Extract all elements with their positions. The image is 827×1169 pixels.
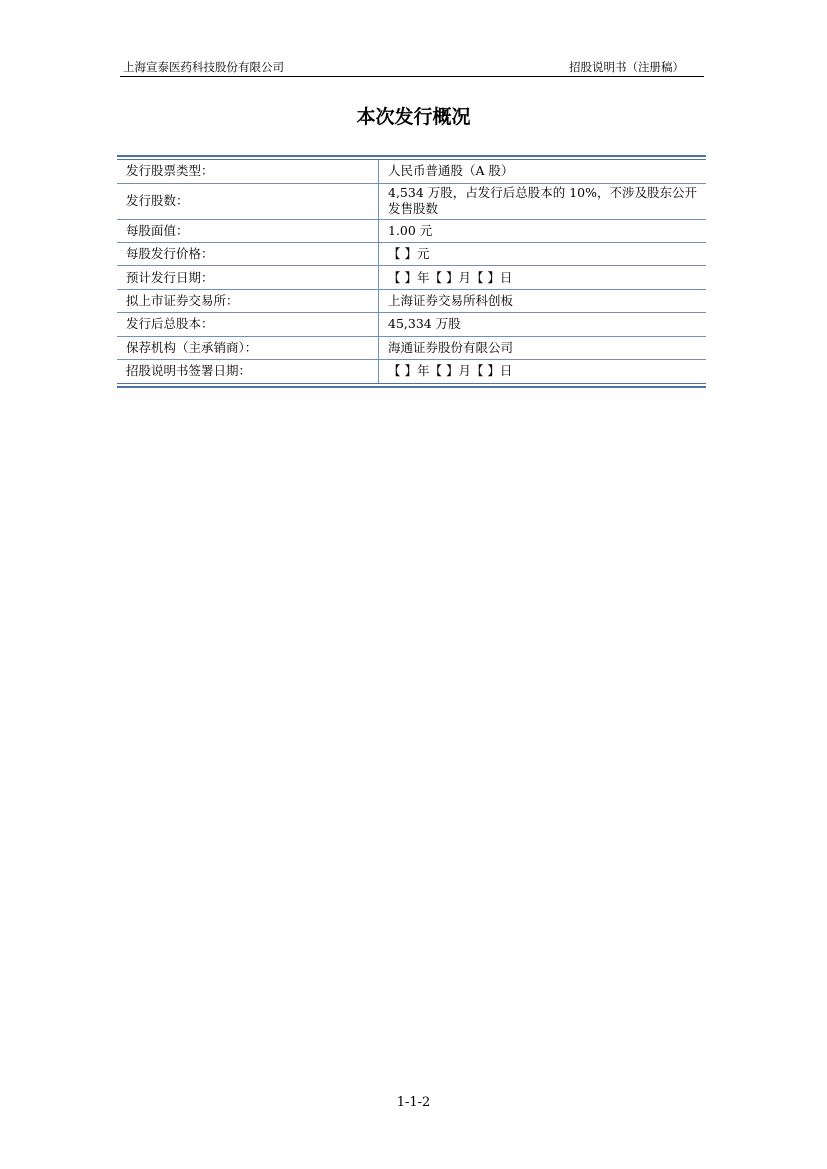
row-value: 4,534 万股，占发行后总股本的 10%，不涉及股东公开发售股数 [379,183,707,219]
row-label: 发行后总股本： [117,313,379,336]
row-label: 预计发行日期： [117,266,379,289]
row-value: 【 】元 [379,243,707,266]
table-bottom-rule [117,386,706,388]
row-value: 【 】年【 】月【 】日 [388,363,513,379]
table-row [117,360,706,383]
page-header [120,58,704,77]
offering-table-body [117,160,706,383]
row-label: 发行股数： [117,183,379,219]
row-label: 发行股票类型： [117,160,379,183]
table-row [117,266,706,289]
row-label: 招股说明书签署日期： [117,360,379,383]
row-label: 保荐机构（主承销商）： [117,336,379,359]
row-label: 每股面值： [117,219,379,242]
table-row [117,289,706,312]
header-company-name: 上海宣泰医药科技股份有限公司 [123,60,284,74]
table-row [117,160,706,183]
row-label: 拟上市证券交易所： [117,289,379,312]
row-value: 人民币普通股（A 股） [379,160,707,183]
header-document-type: 招股说明书（注册稿） [569,60,684,74]
table-row [117,183,706,219]
table-row [117,243,706,266]
offering-overview-table [117,155,706,388]
page-title: 本次发行概况 [356,106,471,128]
row-value: 【 】年【 】月【 】日 [379,266,707,289]
row-value: 45,334 万股 [379,313,707,336]
page-number: 1-1-2 [396,1095,431,1110]
row-value: 上海证券交易所科创板 [379,289,707,312]
row-label: 每股发行价格： [117,243,379,266]
row-value: 海通证券股份有限公司 [379,336,707,359]
table-row [117,219,706,242]
table-row [117,336,706,359]
row-value: 1.00 元 [379,219,707,242]
table-row [117,313,706,336]
